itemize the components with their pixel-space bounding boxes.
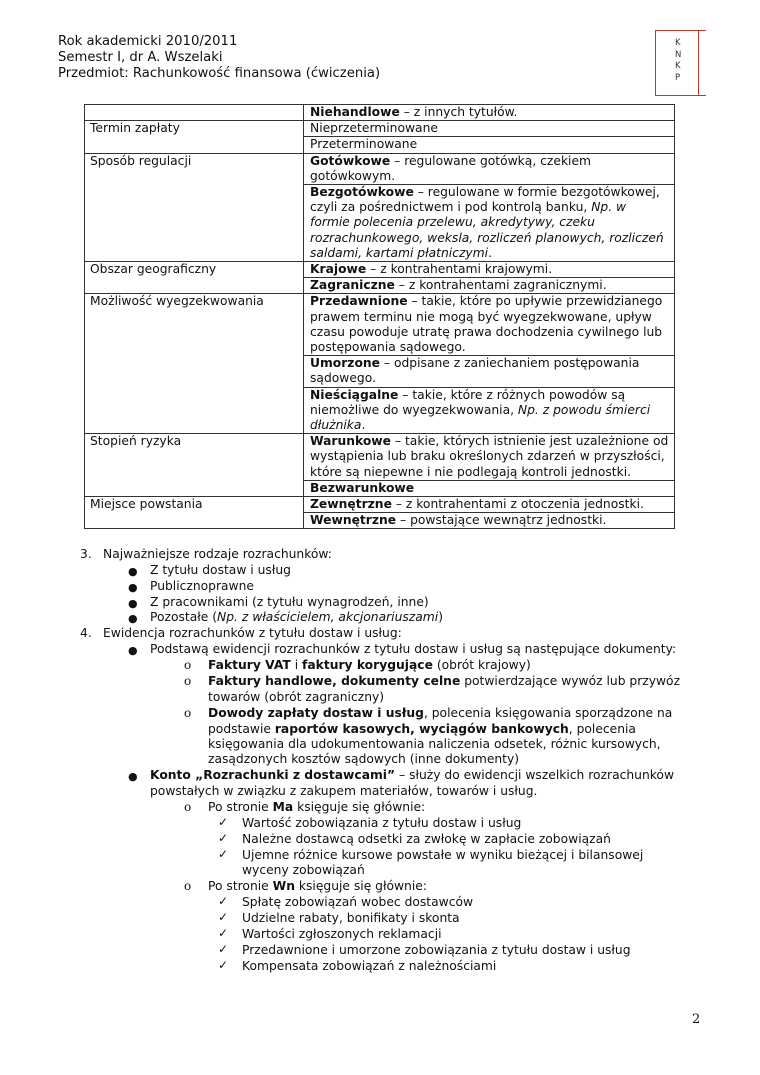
header-semester: Semestr I, dr A. Wszelaki <box>58 50 223 65</box>
list-item-text: i <box>290 658 303 672</box>
list-item-term: raportów kasowych, wyciągów bankowych <box>274 722 569 736</box>
list-item <box>208 800 425 816</box>
cell-example: Np. z powodu śmierci dłużnika <box>310 402 651 433</box>
list-item: Z tytułu dostaw i usług <box>150 563 291 577</box>
cell-text: – z kontrahentami zagranicznymi. <box>394 278 607 293</box>
cell-term: Nieściągalne <box>310 387 399 402</box>
list-item-text: Pozostałe ( <box>150 610 218 624</box>
checkmark-icon: ✓ <box>218 942 229 956</box>
cell-text: . <box>488 245 492 260</box>
list-item-continuation: wyceny zobowiązań <box>242 863 365 877</box>
list-item <box>208 658 531 674</box>
cell-term: Bezwarunkowe <box>310 480 415 495</box>
table-row <box>85 153 675 184</box>
logo-letter: K <box>675 38 681 48</box>
checkmark-icon: ✓ <box>218 910 229 924</box>
cell-term: Zagraniczne <box>310 278 395 293</box>
list-item-term: Faktury handlowe, dokumenty celne <box>208 674 461 688</box>
checkmark-icon: ✓ <box>218 958 229 972</box>
circle-bullet-icon: o <box>184 674 192 688</box>
logo-letter: N <box>675 49 682 60</box>
list-item-term: Konto „Rozrachunki z dostawcami” <box>150 768 396 782</box>
list-item <box>150 610 443 626</box>
bullet-icon: ● <box>128 644 138 657</box>
knkp-logo <box>655 30 699 96</box>
checkmark-icon: ✓ <box>218 847 229 861</box>
list-item-text: Po stronie <box>208 879 273 893</box>
table-row <box>85 434 675 481</box>
list-item-text: podstawie <box>208 722 275 736</box>
section-heading: Ewidencja rozrachunków z tytułu dostaw i usług: <box>103 626 402 640</box>
table-row <box>85 278 675 294</box>
logo-letter: P <box>675 72 681 83</box>
bullet-icon: ● <box>128 581 138 594</box>
cell-text: – takie, które z różnych powodów są niemożliwe do wyegzekwowania, <box>310 387 626 417</box>
cell-term: Przedawnione <box>310 294 408 309</box>
cell-text: Nieprzeterminowane <box>304 121 675 137</box>
list-item-text: ) <box>438 610 443 624</box>
header-academic-year: Rok akademicki 2010/2011 <box>58 34 238 49</box>
table-row <box>85 497 675 513</box>
bullet-icon: ● <box>128 597 138 610</box>
cell-text: – takie, które po upływie przewidzianego prawem terminu nie mogą być wyegzekwowane, upływ czasu powoduje utratę prawa dochodzenia cywilnego lub postępowania sądowego. <box>310 294 663 355</box>
list-item-term: faktury korygujące <box>302 658 433 672</box>
table-row <box>85 185 675 262</box>
checkmark-icon: ✓ <box>218 926 229 940</box>
criterion-cell: Stopień ryzyka <box>85 434 304 481</box>
list-item <box>208 706 672 722</box>
page-number: 2 <box>692 1012 701 1027</box>
cell-text: – takie, których istnienie jest uzależnione od wystąpienia lub braku określonych zdarzeń w przyszłości, które są niepewne i nie podlegają kontroli jednostki. <box>310 434 669 479</box>
table-row <box>85 513 675 529</box>
list-item <box>208 879 427 895</box>
list-item-text: (obrót krajowy) <box>432 658 531 672</box>
bullet-icon: ● <box>128 770 138 783</box>
list-item-text: potwierdzające wywóz lub przywóz <box>460 674 681 688</box>
cell-text: – z kontrahentami z otoczenia jednostki. <box>391 497 644 512</box>
list-item-continuation: powstałych w związku z zakupem materiałów, towarów i usług. <box>150 784 538 798</box>
circle-bullet-icon: o <box>184 658 192 672</box>
list-number: 4. <box>80 626 92 640</box>
circle-bullet-icon: o <box>184 706 192 720</box>
table-row <box>85 105 675 121</box>
settlements-classification-table <box>84 104 675 529</box>
table-row <box>85 121 675 137</box>
logo-letter: K <box>675 61 681 71</box>
list-item: Podstawą ewidencji rozrachunków z tytułu dostaw i usług są następujące dokumenty: <box>150 642 677 656</box>
list-item: Ujemne różnice kursowe powstałe w wyniku bieżącej i bilansowej <box>242 848 644 862</box>
circle-bullet-icon: o <box>184 879 192 893</box>
page-header <box>58 34 380 82</box>
criterion-cell: Miejsce powstania <box>85 497 304 513</box>
cell-term: Niehandlowe <box>310 105 400 119</box>
cell-term: Warunkowe <box>310 434 391 449</box>
list-item-text: , polecenia księgowania sporządzone na <box>423 706 673 720</box>
list-item-term: Ma <box>272 800 294 814</box>
list-item-text: , polecenia <box>568 722 636 736</box>
list-item-continuation: zasądzonych kosztów sądowych (inne dokumenty) <box>208 752 520 766</box>
list-item-continuation: towarów (obrót zagraniczny) <box>208 690 385 704</box>
list-item-text: księguje się głównie: <box>293 800 426 814</box>
table-row <box>85 262 675 278</box>
list-item-continuation <box>208 722 636 738</box>
list-number: 3. <box>80 547 92 561</box>
list-item-continuation: księgowania dla udokumentowania naliczenia odsetek, różnic kursowych, <box>208 737 661 751</box>
bullet-icon: ● <box>128 565 138 578</box>
cell-term: Zewnętrzne <box>310 497 392 512</box>
list-item-text: – służy do ewidencji wszelkich rozrachunków <box>395 768 675 782</box>
list-item: Z pracownikami (z tytułu wynagrodzeń, inne) <box>150 595 429 609</box>
criterion-cell: Termin zapłaty <box>85 121 304 137</box>
cell-text: – powstające wewnątrz jednostki. <box>396 513 607 528</box>
criterion-cell: Możliwość wyegzekwowania <box>85 294 304 356</box>
checkmark-icon: ✓ <box>218 831 229 845</box>
list-item: Należne dostawcą odsetki za zwłokę w zapłacie zobowiązań <box>242 832 611 846</box>
criterion-cell: Obszar geograficzny <box>85 262 304 278</box>
list-item-term: Dowody zapłaty dostaw i usług <box>208 706 424 720</box>
cell-text: – regulowane gotówką, czekiem gotówkowym. <box>310 153 592 183</box>
cell-term: Wewnętrzne <box>310 513 397 528</box>
table-row <box>85 137 675 153</box>
cell-term: Gotówkowe <box>310 153 391 168</box>
list-item <box>208 674 680 690</box>
list-item-term: Faktury VAT <box>208 658 291 672</box>
list-item: Spłatę zobowiązań wobec dostawców <box>242 895 474 909</box>
cell-text: – regulowane w formie bezgotówkowej, czyli za pośrednictwem i pod kontrolą banku, <box>310 185 660 215</box>
table-row <box>85 356 675 387</box>
list-item-term: Wn <box>272 879 295 893</box>
checkmark-icon: ✓ <box>218 894 229 908</box>
cell-term: Umorzone <box>310 356 381 371</box>
circle-bullet-icon: o <box>184 800 192 814</box>
list-item: Wartość zobowiązania z tytułu dostaw i usług <box>242 816 522 830</box>
table-row <box>85 480 675 496</box>
list-item: Wartości zgłoszonych reklamacji <box>242 927 442 941</box>
cell-text: – z innych tytułów. <box>399 105 518 119</box>
cell-term: Bezgotówkowe <box>310 185 414 200</box>
list-item-text: księguje się głównie: <box>294 879 427 893</box>
list-item-example: Np. z właścicielem, akcjonariuszami <box>217 610 439 624</box>
table-row <box>85 294 675 356</box>
list-item: Publicznoprawne <box>150 579 254 593</box>
list-item: Udzielne rabaty, bonifikaty i skonta <box>242 911 460 925</box>
checkmark-icon: ✓ <box>218 815 229 829</box>
list-item-text: Po stronie <box>208 800 273 814</box>
bullet-icon: ● <box>128 612 138 625</box>
table-row <box>85 387 675 434</box>
cell-text: . <box>361 418 366 433</box>
cell-example: Np. w formie polecenia przelewu, akredytywy, czeku rozrachunkowego, weksla, rozliczeń planowych, rozliczeń saldami, kartami płatniczymi <box>310 200 664 260</box>
list-item: Kompensata zobowiązań z należnościami <box>242 959 497 973</box>
criterion-cell: Sposób regulacji <box>85 153 304 184</box>
list-item: Przedawnione i umorzone zobowiązania z tytułu dostaw i usług <box>242 943 631 957</box>
header-subject: Przedmiot: Rachunkowość finansowa (ćwiczenia) <box>58 66 381 81</box>
cell-text: – z kontrahentami krajowymi. <box>366 262 553 277</box>
list-item <box>150 768 674 784</box>
cell-term: Krajowe <box>310 262 367 277</box>
section-heading: Najważniejsze rodzaje rozrachunków: <box>103 547 332 561</box>
cell-text: Przeterminowane <box>304 137 675 153</box>
cell-text: – odpisane z zaniechaniem postępowania sądowego. <box>310 356 640 386</box>
